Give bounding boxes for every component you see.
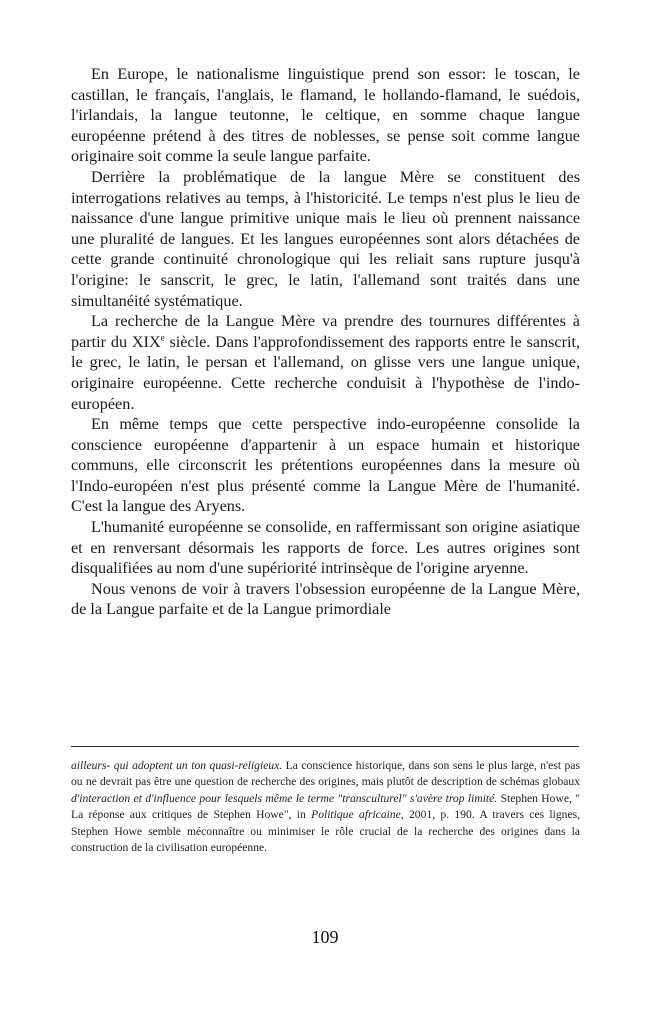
footnote-text-4: , 2001, p. 190. A travers ces lignes, Stephen Howe semble méconnaître ou minimiser le rôle crucial de la recherche des origines dans la construction de la civilisation européenne. xyxy=(71,808,581,855)
footnote-text-3: Stephen Howe, " La réponse aux critiques de Stephen Howe", in xyxy=(71,791,581,822)
paragraph-3 xyxy=(71,311,580,414)
century-superscript: e xyxy=(160,332,165,343)
page-number: 109 xyxy=(311,927,339,947)
paragraph-4: En même temps que cette perspective indo-européenne consolide la conscience européenne d'appartenir à un espace humain et historique communs, elle circonscrit les prétentions européennes dans la mesure où l'Indo-européen n'est plus présenté comme la Langue Mère de l'humanité. C'est la langue des Aryens. xyxy=(71,415,580,516)
footnote-journal-title: Politique africaine xyxy=(311,808,401,822)
footnote-text xyxy=(71,758,580,856)
paragraph-2: Derrière la problématique de la langue Mère se constituent des interrogations relatives au temps, à l'historicité. Le temps n'est plus le lieu de naissance d'une langue primitive unique mais le lieu où prennent naissance une pluralité de langues. Et les langues européennes sont alors détachées de cette grande continuité chronologique qui les reliait sans rupture jusqu'à l'origine: le sanscrit, le grec, le latin, l'allemand sont traités dans une simultanéité systématique. xyxy=(71,167,580,310)
footnote-italic-1: ailleurs- qui adoptent un ton quasi-religieux. xyxy=(71,759,283,772)
footnote-separator xyxy=(71,746,579,747)
footnote-text-2: La conscience historique, dans son sens le plus large, n'est pas ou ne devrait pas être une question de recherche des origines, mais plutôt de description de schémas globaux xyxy=(71,759,580,789)
main-text xyxy=(71,64,580,620)
paragraph-6: Nous venons de voir à travers l'obsession européenne de la Langue Mère, de la Langue parfaite et de la Langue primordiale xyxy=(71,579,580,619)
paragraph-5: L'humanité européenne se consolide, en raffermissant son origine asiatique et en renversant désormais les rapports de force. Les autres origines sont disqualifiées au nom d'une supériorité intrinsèque de l'origine aryenne. xyxy=(71,518,580,578)
paragraph-1: En Europe, le nationalisme linguistique prend son essor: le toscan, le castillan, le français, l'anglais, le flamand, le hollando-flamand, le suédois, l'irlandais, la langue teutonne, le celtique, en somme chaque langue européenne prétend à des titres de noblesses, se pense soit comme langue originaire soit comme la seule langue parfaite. xyxy=(71,65,580,166)
paragraph-3-after: siècle. Dans l'approfondissement des rapports entre le sanscrit, le grec, le latin, le persan et l'allemand, on glisse vers une langue unique, originaire européenne. Cette recherche conduisit à l'hypothèse de l'indo-européen. xyxy=(71,332,581,413)
paragraph-3-before: La recherche de la Langue Mère va prendre des tournures différentes à partir du XIX xyxy=(71,312,580,351)
footnote-italic-2: d'interaction et d'influence pour lesquels même le terme "transculturel" s'avère trop limité. xyxy=(71,791,498,805)
footnote xyxy=(71,758,580,856)
